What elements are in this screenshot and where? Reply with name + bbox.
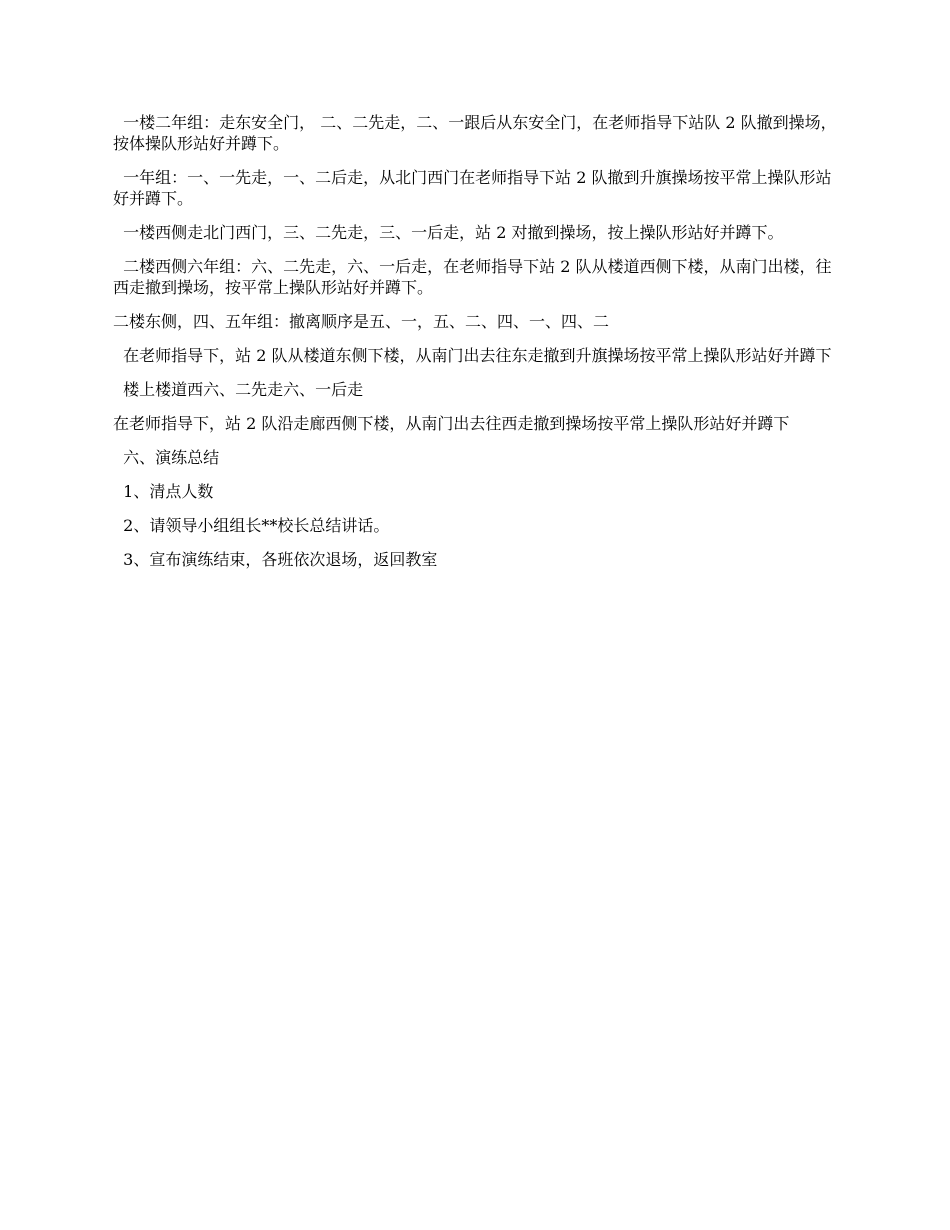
list-item-headcount: 1、清点人数	[113, 482, 214, 501]
paragraph-first-floor-grade-two: 一楼二年组：走东安全门， 二、二先走，二、一跟后从东安全门，在老师指导下站队 2 队撤到操场，按体操队形站好并蹲下。	[113, 113, 837, 153]
list-item-drill-end: 3、宣布演练结束，各班依次退场，返回教室	[113, 550, 438, 569]
paragraph-upstairs-west-order: 楼上楼道西六、二先走六、一后走	[113, 380, 364, 399]
paragraph-first-floor-west: 一楼西侧走北门西门，三、二先走，三、一后走，站 2 对撤到操场，按上操队形站好并蹲下。	[113, 223, 784, 242]
paragraph-second-floor-east-route: 在老师指导下，站 2 队从楼道东侧下楼，从南门出去往东走撤到升旗操场按平常上操队形站好并蹲下	[113, 346, 832, 365]
paragraph-second-floor-west-grade-six: 二楼西侧六年组：六、二先走，六、一后走，在老师指导下站 2 队从楼道西侧下楼，从南门出楼，往西走撤到操场，按平常上操队形站好并蹲下。	[113, 257, 832, 297]
paragraph-upstairs-west-route: 在老师指导下，站 2 队沿走廊西侧下楼，从南门出去往西走撤到操场按平常上操队形站好并蹲下	[113, 414, 790, 433]
section-heading-drill-summary: 六、演练总结	[113, 448, 220, 467]
paragraph-grade-one: 一年组：一、一先走，一、二后走，从北门西门在老师指导下站 2 队撤到升旗操场按平常上操队形站好并蹲下。	[113, 168, 832, 208]
paragraph-second-floor-east-order: 二楼东侧，四、五年组：撤离顺序是五、一，五、二、四、一、四、二	[113, 312, 610, 331]
document-body	[113, 112, 839, 583]
list-item-leader-speech: 2、请领导小组组长**校长总结讲话。	[113, 516, 390, 535]
